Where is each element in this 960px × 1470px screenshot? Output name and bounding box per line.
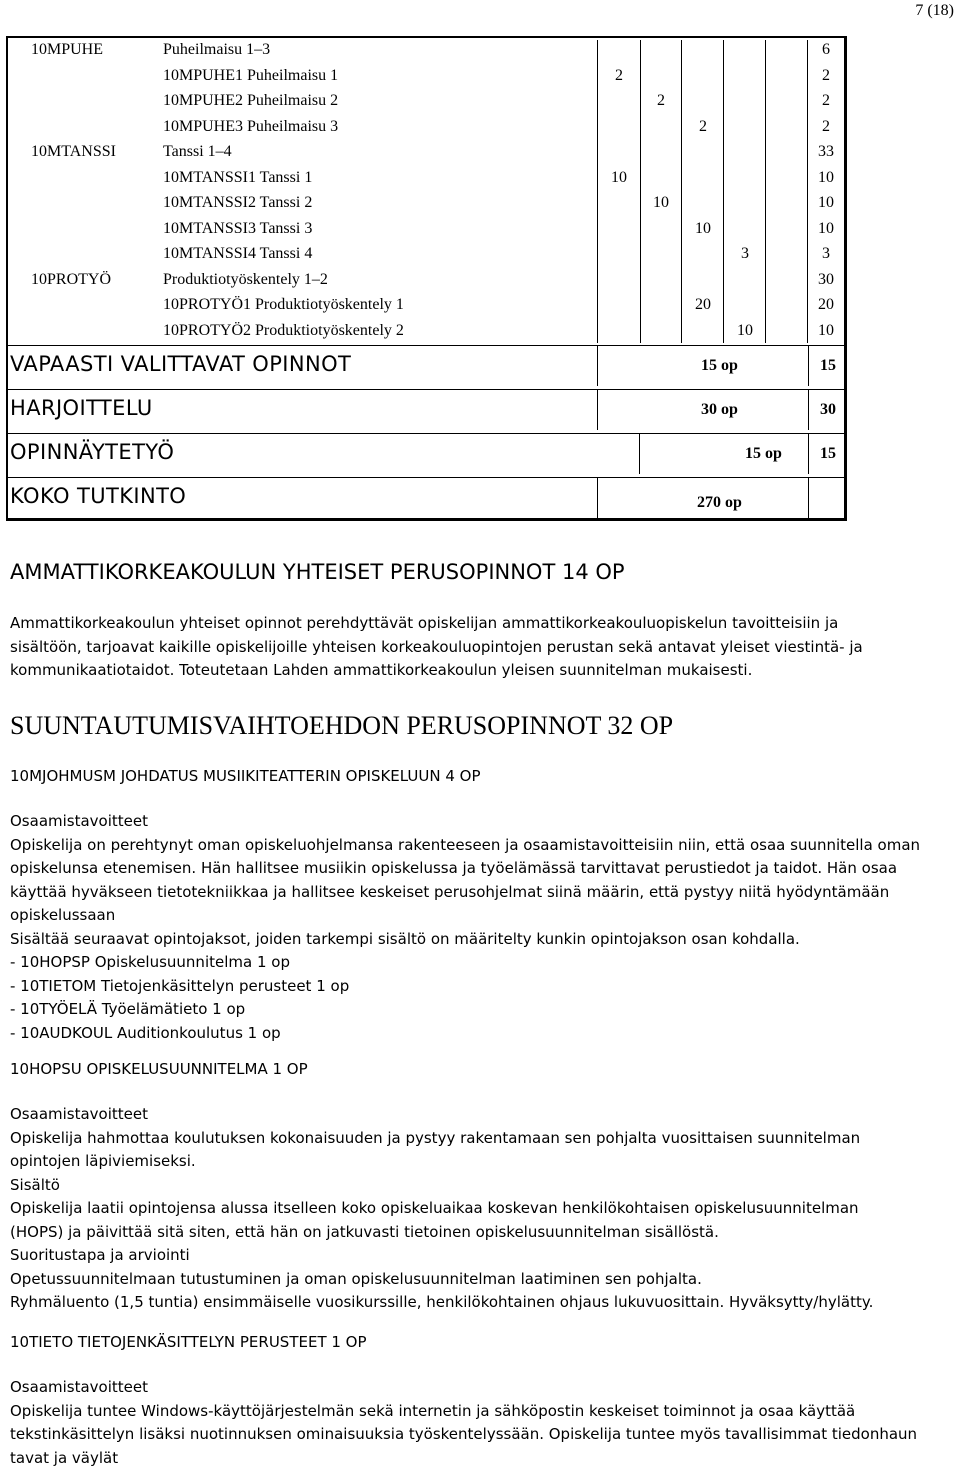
course-name: 10MPUHE3 Puheilmaisu 3 <box>163 117 338 137</box>
list-item: - 10TYÖELÄ Työelämätieto 1 op <box>10 998 950 1022</box>
section-heading-common-studies: AMMATTIKORKEAKOULUN YHTEISET PERUSOPINNOT 14 OP <box>10 560 625 584</box>
course-name: 10MTANSSI3 Tanssi 3 <box>163 219 312 239</box>
course-name: 10PROTYÖ1 Produktiotyöskentely 1 <box>163 295 404 315</box>
text-line: tavat ja väylät <box>10 1447 950 1470</box>
table-band <box>8 389 844 429</box>
subheading-label: Sisältö <box>10 1174 950 1198</box>
subheading-label: Suoritustapa ja arviointi <box>10 1244 950 1268</box>
table-band <box>8 477 844 517</box>
band-credits: 30 op <box>701 401 738 419</box>
credit-cell: 10 <box>599 168 639 188</box>
course-name: Tanssi 1–4 <box>163 142 232 162</box>
band-label: KOKO TUTKINTO <box>10 484 186 508</box>
text-line: Ammattikorkeakoulun yhteiset opinnot perehdyttävät opiskelijan ammattikorkeakouluopiskelun tavoitteisiin ja <box>10 612 950 636</box>
credit-cell: 10 <box>683 219 723 239</box>
course-code: 10PROTYÖ <box>31 270 111 290</box>
course-name: 10MPUHE1 Puheilmaisu 1 <box>163 66 338 86</box>
credit-cell: 10 <box>641 193 681 213</box>
band-cell-box <box>639 434 809 474</box>
table-row <box>0 193 960 219</box>
text-line: kommunikaatiotaidot. Toteutetaan Lahden ammattikorkeakoulun yleisen suunnitelman mukaisesti. <box>10 659 950 683</box>
credit-total: 2 <box>808 91 844 111</box>
credit-cell: 2 <box>683 117 723 137</box>
list-item: - 10AUDKOUL Auditionkoulutus 1 op <box>10 1022 950 1046</box>
text-line: Opiskelija laatii opintojensa alussa itselleen koko opiskeluaikaa koskevan henkilökohtaisen opiskelusuunnitelman <box>10 1197 950 1221</box>
credit-total: 30 <box>808 270 844 290</box>
text-line: Opiskelija hahmottaa koulutuksen kokonaisuuden ja pystyy rakentamaan sen pohjalta vuosittaisen suunnitelman <box>10 1127 950 1151</box>
table-row <box>0 66 960 92</box>
table-row <box>0 168 960 194</box>
band-total: 15 <box>820 357 836 375</box>
band-credits: 270 op <box>697 494 742 512</box>
text-line: Opiskelija on perehtynyt oman opiskeluohjelmansa rakenteeseen ja osaamistavoitteisiin niin, että osaa suunnitella oman <box>10 834 950 858</box>
text-line: opintojen läpiviemiseksi. <box>10 1150 950 1174</box>
table-row <box>0 295 960 321</box>
credit-total: 10 <box>808 193 844 213</box>
text-line: Opiskelija tuntee Windows-käyttöjärjestelmän sekä internetin ja sähköpostin keskeiset toiminnot ja osaa käyttää <box>10 1400 950 1424</box>
band-credits: 15 op <box>701 357 738 375</box>
credit-total: 6 <box>808 40 844 60</box>
credit-total: 10 <box>808 168 844 188</box>
table-row <box>0 321 960 347</box>
section-heading-orientation-studies: SUUNTAUTUMISVAIHTOEHDON PERUSOPINNOT 32 OP <box>10 711 673 741</box>
course-johmusm-body <box>10 810 950 1045</box>
credit-cell: 10 <box>725 321 765 341</box>
credit-total: 3 <box>808 244 844 264</box>
list-item: - 10TIETOM Tietojenkäsittelyn perusteet 1 op <box>10 975 950 999</box>
credit-total: 10 <box>808 219 844 239</box>
credit-total: 33 <box>808 142 844 162</box>
band-label: VAPAASTI VALITTAVAT OPINNOT <box>10 352 351 376</box>
table-row <box>0 219 960 245</box>
text-line: Opetussuunnitelmaan tutustuminen ja oman opiskelusuunnitelman laatiminen sen pohjalta. <box>10 1268 950 1292</box>
band-label: HARJOITTELU <box>10 396 153 420</box>
course-name: Produktiotyöskentely 1–2 <box>163 270 328 290</box>
band-total: 30 <box>820 401 836 419</box>
course-heading-johmusm: 10MJOHMUSM JOHDATUS MUSIIKITEATTERIN OPISKELUUN 4 OP <box>10 767 481 785</box>
band-credits: 15 op <box>745 445 782 463</box>
credit-cell: 2 <box>641 91 681 111</box>
subheading-label: Osaamistavoitteet <box>10 1376 950 1400</box>
subheading-label: Osaamistavoitteet <box>10 1103 950 1127</box>
band-label: OPINNÄYTETYÖ <box>10 440 174 464</box>
table-row <box>0 244 960 270</box>
credit-cell: 20 <box>683 295 723 315</box>
text-line: Ryhmäluento (1,5 tuntia) ensimmäiselle vuosikurssille, henkilökohtainen ohjaus lukuvuosittain. Hyväksytty/hylätty. <box>10 1291 950 1315</box>
subheading-label: Osaamistavoitteet <box>10 810 950 834</box>
text-line: opiskelussaan <box>10 904 950 928</box>
course-name: 10MTANSSI1 Tanssi 1 <box>163 168 312 188</box>
course-name: 10MTANSSI2 Tanssi 2 <box>163 193 312 213</box>
table-row <box>0 40 960 66</box>
band-total: 15 <box>820 445 836 463</box>
table-row <box>0 117 960 143</box>
course-name: 10PROTYÖ2 Produktiotyöskentely 2 <box>163 321 404 341</box>
course-name: 10MTANSSI4 Tanssi 4 <box>163 244 312 264</box>
course-heading-tieto: 10TIETO TIETOJENKÄSITTELYN PERUSTEET 1 OP <box>10 1333 367 1351</box>
table-band <box>8 433 844 473</box>
course-name: Puheilmaisu 1–3 <box>163 40 270 60</box>
credit-total: 20 <box>808 295 844 315</box>
table-row <box>0 142 960 168</box>
text-line: sisältöön, tarjoavat kaikille opiskelijoille yhteisen korkeakouluopintojen perustan sekä antavat yleiset viestintä- ja <box>10 636 950 660</box>
text-line: Sisältää seuraavat opintojaksot, joiden tarkempi sisältö on määritelty kunkin opintojakson osan kohdalla. <box>10 928 950 952</box>
credit-cell: 2 <box>599 66 639 86</box>
credit-total: 2 <box>808 66 844 86</box>
table-row <box>0 91 960 117</box>
course-tieto-body <box>10 1376 950 1470</box>
text-line: käyttää hyväkseen tietotekniikkaa ja hallitsee keskeiset perusohjelmat siinä määrin, että pystyy niitä hyödyntämään <box>10 881 950 905</box>
course-code: 10MPUHE <box>31 40 103 60</box>
page-number: 7 (18) <box>915 2 954 20</box>
list-item: - 10HOPSP Opiskelusuunnitelma 1 op <box>10 951 950 975</box>
text-line: (HOPS) ja päivittää sitä siten, että hän on jatkuvasti tietoinen opiskelusuunnitelman sisällöstä. <box>10 1221 950 1245</box>
credit-total: 10 <box>808 321 844 341</box>
course-code: 10MTANSSI <box>31 142 116 162</box>
text-line: tekstinkäsittelyn lisäksi nuotinnuksen ominaisuuksia työskentelyssään. Opiskelija tuntee myös tavallisimmat tiedonhaun <box>10 1423 950 1447</box>
text-line: opiskelunsa etenemisen. Hän hallitsee musiikin opiskelussa ja työelämässä tarvittavat perustiedot ja taidot. Hän osaa <box>10 857 950 881</box>
credit-cell: 3 <box>725 244 765 264</box>
table-row <box>0 270 960 296</box>
table-band <box>8 345 844 385</box>
course-hopsu-body <box>10 1103 950 1315</box>
course-name: 10MPUHE2 Puheilmaisu 2 <box>163 91 338 111</box>
common-studies-text <box>10 612 950 683</box>
course-heading-hopsu: 10HOPSU OPISKELUSUUNNITELMA 1 OP <box>10 1060 308 1078</box>
credit-total: 2 <box>808 117 844 137</box>
